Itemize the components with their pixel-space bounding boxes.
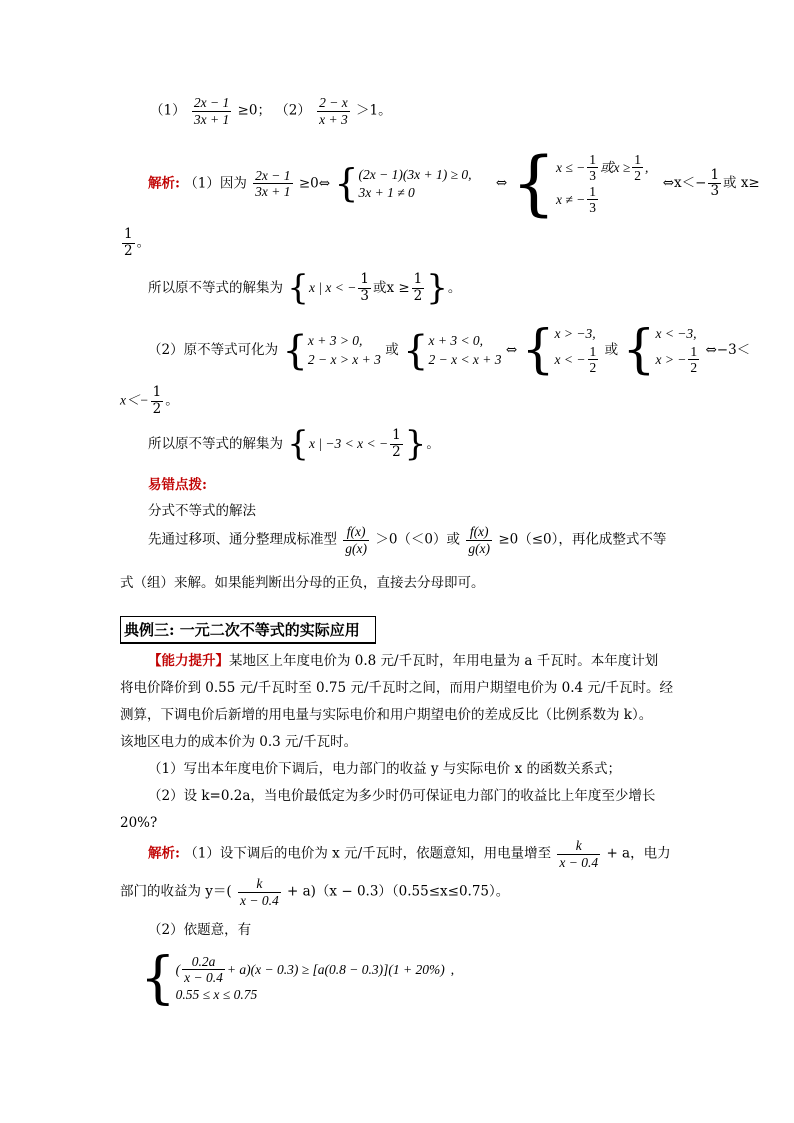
problem3-line1: 【能力提升】某地区上年度电价为 0.8 元/千瓦时，年用电量为 a 千瓦时。本年度计划 xyxy=(148,653,659,669)
solution3-line1: 解析: （1）设下调后的电价为 x 元/千瓦时，依题意知，用电量增至 $\frac{k}{x - 0.4}$ + a，电力 xyxy=(148,838,671,870)
s1-system-b: x ≤ − $\frac{1}{3}$ 或x ≥ $\frac{1}{2}$ , x ≠ − $\frac{1}{3}$ xyxy=(555,151,649,216)
tips-line1: 分式不等式的解法 xyxy=(148,503,256,519)
s2-system-3: x > −3, x < − $\frac{1}{2}$ xyxy=(554,326,597,376)
p1-label: （1） xyxy=(150,102,186,119)
solution3-label: 解析: xyxy=(148,845,180,862)
problem3-q1: （1）写出本年度电价下调后，电力部门的收益 y 与实际电价 x 的函数关系式； xyxy=(148,761,621,777)
s1-iff: ⇔ xyxy=(495,175,508,192)
tips-line2: 先通过移项、通分整理成标准型 $\frac{f(x)}{g(x)}$ ＞0（＜0）或 $\frac{f(x)}{g(x)}$ ≥0（≤0），再化成整式不等 xyxy=(148,524,667,556)
s2-system-1: x + 3 > 0, 2 − x > x + 3 xyxy=(307,333,381,367)
p2-fraction: $\frac{2 - x}{x + 3}$ xyxy=(319,95,348,127)
problem-line xyxy=(150,95,392,127)
problem3-line2: 将电价降价到 0.55 元/千瓦时至 0.75 元/千瓦时之间，而用户期望电价为 0.4 元/千瓦时。经 xyxy=(120,680,673,696)
s2-solution-set: 所以原不等式的解集为 {x | −3 < x < − $\frac{1}{2}$ }。 xyxy=(148,424,440,464)
p2-label: （2） xyxy=(275,102,311,119)
section3-heading: 典例三: 一元二次不等式的实际应用 xyxy=(124,621,360,639)
s1-fraction: $\frac{2x - 1}{3x + 1}$ xyxy=(255,167,291,200)
s2-system-4: x < −3, x > − $\frac{1}{2}$ xyxy=(655,326,698,376)
p2-end: ＞1。 xyxy=(356,102,392,119)
s1-result: ⇔x＜− $\frac{1}{3}$ 或 x≥ xyxy=(662,166,760,200)
ability-tag: 【能力提升】 xyxy=(148,653,229,669)
tips-line3: 式（组）来解。如果能判断出分母的正负，直接去分母即可。 xyxy=(120,575,485,591)
solution3-p2: （2）依题意，有 xyxy=(148,922,252,938)
solution-label: 解析: xyxy=(148,175,180,192)
p1-fraction: $\frac{2x - 1}{3x + 1}$ xyxy=(193,95,230,127)
half-fraction: $\frac{1}{2}$ xyxy=(124,226,133,259)
problem3-q2: （2）设 k=0.2a，当电价最低定为多少时仍可保证电力部门的收益比上年度至少增长 xyxy=(148,788,656,804)
s1-solution-set: 所以原不等式的解集为 {x | x < − $\frac{1}{3}$ 或x ≥ $\frac{1}{2}$ }。 xyxy=(148,268,462,308)
solution1-line: 解析: （1）因为 $\frac{2x - 1}{3x + 1}$ ≥0⇔ { (2x − 1)(3x + 1) ≥ 0, 3x + 1 ≠ 0 ⇔ { x ≤ − $\frac{1}{3}$ 或x ≥ $\frac{1}{2}$ , x ≠ − $\frac{1}{3}$ ⇔x＜− $\frac{1}{3}$ 或 x≥ xyxy=(148,142,760,224)
problem3-q2-cont: 20%? xyxy=(120,815,158,831)
s2-system-2: x + 3 < 0, 2 − x < x + 3 xyxy=(428,333,502,367)
solution3-system: { ( $\frac{0.2a}{x - 0.4}$ + a)(x − 0.3) ≥ [a(0.8 − 0.3)](1 + 20%) , 0.55 ≤ x ≤ 0.75 xyxy=(140,946,455,1011)
s1-ge0: ≥0⇔ xyxy=(298,175,331,192)
s1-continuation: $\frac{1}{2}$ 。 xyxy=(124,226,151,259)
p1-sep: ≥0； xyxy=(237,102,271,119)
tips-label: 易错点拨: xyxy=(148,477,207,493)
solution3-line2: 部门的收益为 y＝( $\frac{k}{x - 0.4}$ + a)（x − 0.3）（0.55≤x≤0.75）。 xyxy=(120,876,510,908)
solution2-line: （2）原不等式可化为 { x + 3 > 0, 2 − x > x + 3 或 { x + 3 < 0, 2 − x < x + 3 ⇔ { x > −3, x < − $\frac{1}{2}$ 或 { x < −3, x > − $\frac{1}{2}$ ⇔−3＜ xyxy=(148,320,751,380)
s2-continuation: x＜− $\frac{1}{2}$ 。 xyxy=(120,384,179,417)
problem3-line3: 测算，下调电价后新增的用电量与实际电价和用户期望电价的差成反比（比例系数为 k）。 xyxy=(120,707,653,723)
problem3-line4: 该地区电力的成本价为 0.3 元/千瓦时。 xyxy=(120,734,358,750)
solution1-intro: （1）因为 xyxy=(184,175,247,192)
s1-system-a: (2x − 1)(3x + 1) ≥ 0, 3x + 1 ≠ 0 xyxy=(358,166,472,200)
